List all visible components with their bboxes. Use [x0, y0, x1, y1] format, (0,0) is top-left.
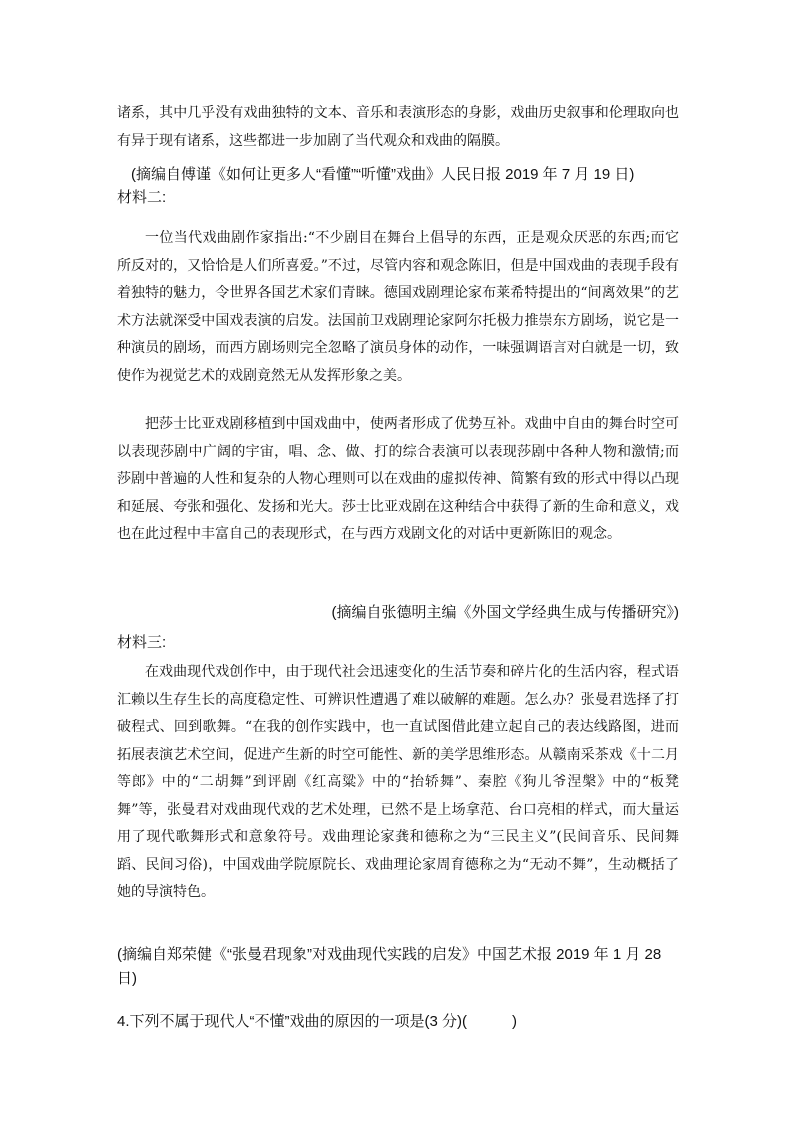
- citation-1: (摘编自傅谨《如何让更多人“看懂”“听懂”戏曲》人民日报 2019 年 7 月 19 日): [131, 166, 635, 183]
- material-2-heading: 材料二:: [117, 189, 167, 206]
- material-3-heading: 材料三:: [117, 634, 167, 651]
- question-4: 4.下列不属于现代人“不懂”戏曲的原因的一项是(3 分)( ): [117, 1013, 517, 1030]
- citation-3: (摘编自郑荣健《“张曼君现象”对戏曲现代实践的启发》中国艺术报 2019 年 1 月 28 日): [117, 946, 662, 987]
- material-2-paragraph-2: 把莎士比亚戏剧移植到中国戏曲中，使两者形成了优势互补。戏曲中自由的舞台时空可以表现莎剧中广阔的宇宙，唱、念、做、打的综合表演可以表现莎剧中各种人物和激情;而莎剧中普遍的人性和复杂的人物心理则可以在戏曲的虚拟传神、简繁有致的形式中得以凸现和延展、夸张和强化、发扬和光大。莎士比亚戏剧在这种结合中获得了新的生命和意义，戏也在此过程中丰富自己的表现形式，在与西方戏剧文化的对话中更新陈旧的观念。: [117, 416, 679, 542]
- top-paragraph: 诸系，其中几乎没有戏曲独特的文本、音乐和表演形态的身影，戏曲历史叙事和伦理取向也有异于现有诸系，这些都进一步加剧了当代观众和戏曲的隔膜。: [117, 105, 679, 149]
- material-3-paragraph-1: 在戏曲现代戏创作中，由于现代社会迅速变化的生活节奏和碎片化的生活内容，程式语汇赖以生存生长的高度稳定性、可辨识性遭遇了难以破解的难题。怎么办？张曼君选择了打破程式、回到歌舞。“在我的创作实践中，也一直试图借此建立起自己的表达线路图，进而拓展表演艺术空间，促进产生新的时空可能性、新的美学思维形态。从赣南采茶戏《十二月等郎》中的“二胡舞”到评剧《红高粱》中的“抬轿舞”、秦腔《狗儿爷涅槃》中的“板凳舞”等，张曼君对戏曲现代戏的艺术处理，已然不是上场拿范、台口亮相的样式，而大量运用了现代歌舞形式和意象符号。戏曲理论家龚和德称之为“三民主义”(民间音乐、民间舞蹈、民间习俗)，中国戏曲学院原院长、戏曲理论家周育德称之为“无动不舞”，生动概括了她的导演特色。: [117, 664, 679, 900]
- material-2-paragraph-1: 一位当代戏曲剧作家指出:“不少剧目在舞台上倡导的东西，正是观众厌恶的东西;而它所反对的，又恰恰是人们所喜爱。”不过，尽管内容和观念陈旧，但是中国戏曲的表现手段有着独特的魅力，令世界各国艺术家们青睐。德国戏剧理论家布莱希特提出的“间离效果”的艺术方法就深受中国戏表演的启发。法国前卫戏剧理论家阿尔托极力推崇东方剧场，说它是一种演员的剧场，而西方剧场则完全忽略了演员身体的动作，一味强调语言对白就是一切，致使作为视觉艺术的戏剧竟然无从发挥形象之美。: [117, 230, 679, 384]
- citation-2: (摘编自张德明主编《外国文学经典生成与传播研究》): [331, 604, 679, 621]
